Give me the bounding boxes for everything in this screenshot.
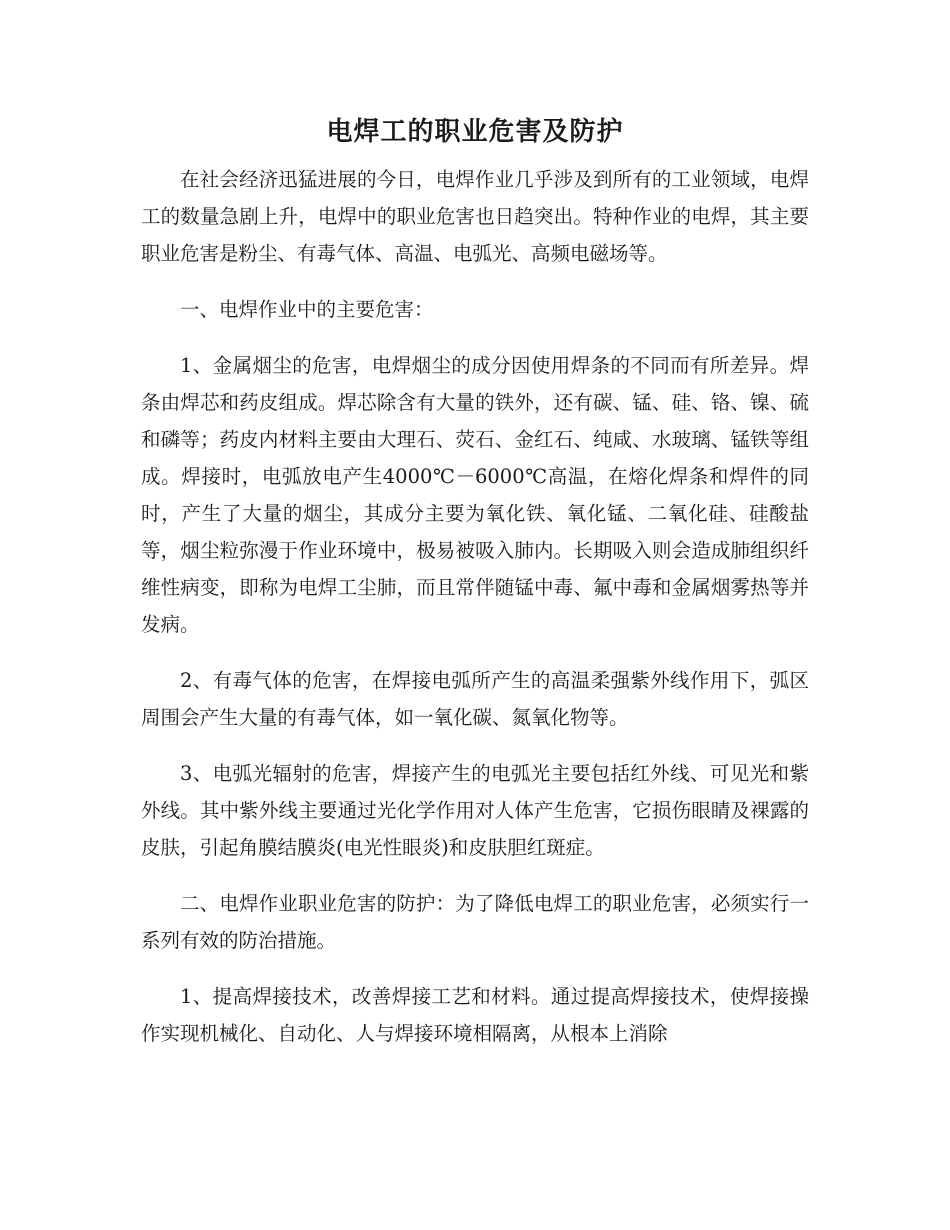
section-heading-protection: 二、电焊作业职业危害的防护：为了降低电焊工的职业危害，必须实行一系列有效的防治措施。	[141, 892, 809, 952]
section-heading-hazards: 一、电焊作业中的主要危害：	[180, 298, 434, 321]
hazard-item-metal-fume: 1、金属烟尘的危害，电焊烟尘的成分因使用焊条的不同而有所差异。焊条由焊芯和药皮组成。焊芯除含有大量的铁外，还有碳、锰、硅、铬、镍、硫和磷等；药皮内材料主要由大理石、荧石、金红石、纯咸、水玻璃、锰铁等组成。焊接时，电弧放电产生4000℃－6000℃高温，在熔化焊条和焊件的同时，产生了大量的烟尘，其成分主要为氧化铁、氧化锰、二氧化硅、硅酸盐等，烟尘粒弥漫于作业环境中，极易被吸入肺内。长期吸入则会造成肺组织纤维性病变，即称为电焊工尘肺，而且常伴随锰中毒、氟中毒和金属烟雾热等并发病。	[141, 354, 809, 636]
document-page	[141, 112, 809, 1071]
protection-item-technology: 1、提高焊接技术，改善焊接工艺和材料。通过提高焊接技术，使焊接操作实现机械化、自动化、人与焊接环境相隔离，从根本上消除	[141, 985, 809, 1045]
document-title: 电焊工的职业危害及防护	[326, 117, 624, 147]
hazard-item-toxic-gas: 2、有毒气体的危害，在焊接电弧所产生的高温柔强紫外线作用下，弧区周围会产生大量的有毒气体，如一氧化碳、氮氧化物等。	[141, 669, 809, 729]
intro-paragraph: 在社会经济迅猛进展的今日，电焊作业几乎涉及到所有的工业领域，电焊工的数量急剧上升，电焊中的职业危害也日趋突出。特种作业的电焊，其主要职业危害是粉尘、有毒气体、高温、电弧光、高频电磁场等。	[141, 168, 809, 265]
hazard-item-arc-radiation: 3、电弧光辐射的危害，焊接产生的电弧光主要包括红外线、可见光和紫外线。其中紫外线主要通过光化学作用对人体产生危害，它损伤眼睛及裸露的皮肤，引起角膜结膜炎(电光性眼炎)和皮肤胆红斑症。	[141, 762, 809, 859]
